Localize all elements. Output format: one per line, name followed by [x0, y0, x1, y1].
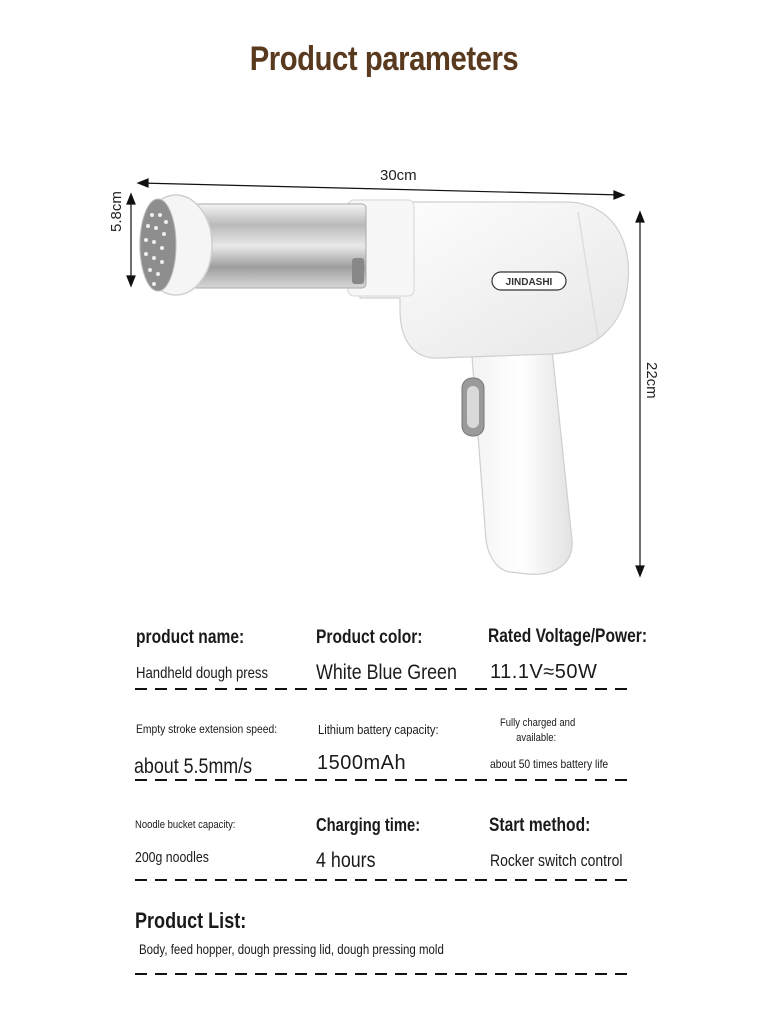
fully-charged-label-line1: Fully charged and — [500, 717, 576, 729]
battery-capacity-value: 1500mAh — [317, 752, 407, 774]
height-dimension: 22cm — [643, 362, 660, 399]
steel-barrel — [192, 204, 366, 288]
extension-speed-label: Empty stroke extension speed: — [136, 722, 278, 736]
rated-voltage-value: 11.1V≈50W — [490, 661, 598, 683]
divider-3 — [135, 879, 635, 881]
bucket-capacity-value: 200g noodles — [135, 849, 209, 866]
battery-capacity-label: Lithium battery capacity: — [318, 722, 439, 737]
divider-4 — [135, 973, 635, 975]
divider-2 — [135, 779, 635, 781]
fully-charged-label — [500, 716, 576, 746]
charging-time-value: 4 hours — [316, 849, 376, 872]
product-name-label: product name: — [136, 627, 245, 648]
product-color-value: White Blue Green — [316, 661, 457, 684]
product-list-value: Body, feed hopper, dough pressing lid, dough pressing mold — [139, 941, 444, 957]
product-list-label: Product List: — [135, 908, 247, 933]
extension-speed-value: about 5.5mm/s — [134, 755, 253, 778]
rated-voltage-label: Rated Voltage/Power: — [488, 626, 648, 647]
start-method-label: Start method: — [489, 815, 591, 836]
product-name-value: Handheld dough press — [136, 665, 269, 682]
page-title: Product parameters — [249, 40, 519, 78]
fully-charged-label-line2: available: — [516, 732, 557, 744]
brand-text: JINDASHI — [505, 277, 553, 288]
fully-charged-value: about 50 times battery life — [490, 757, 609, 771]
grip — [470, 330, 572, 574]
bucket-capacity-label: Noodle bucket capacity: — [135, 819, 236, 831]
divider-1 — [135, 688, 635, 690]
charging-time-label: Charging time: — [316, 815, 421, 835]
product-color-label: Product color: — [316, 627, 423, 648]
start-method-value: Rocker switch control — [490, 851, 623, 870]
length-dimension: 30cm — [380, 167, 417, 184]
diameter-dimension: 5.8cm — [108, 191, 125, 232]
